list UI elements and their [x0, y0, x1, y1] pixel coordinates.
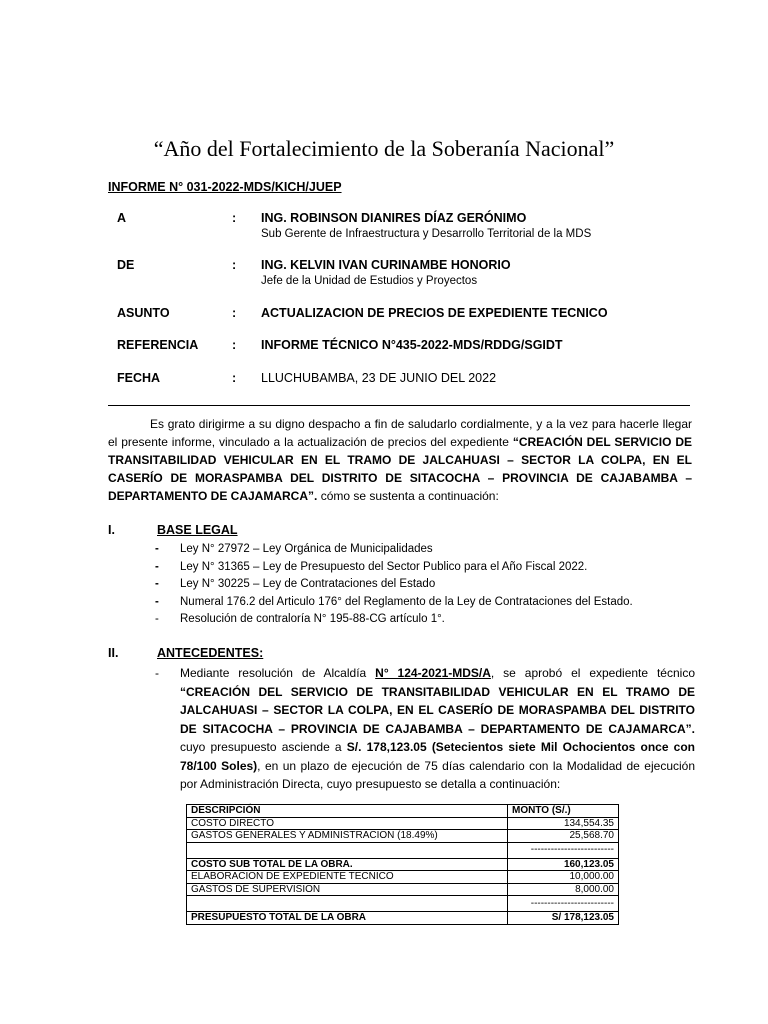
recipient-role: Sub Gerente de Infraestructura y Desarrollo Territorial de la MDS [261, 228, 592, 240]
intro-tail: cómo se sustenta a continuación: [320, 489, 499, 503]
table-row: PRESUPUESTO TOTAL DE LA OBRA S/ 178,123.05 [187, 912, 619, 925]
background-project-name: “CREACIÓN DEL SERVICIO DE TRANSITABILIDAD VEHICULAR EN EL TRAMO DE JALCAHUASI – SECTOR LA COLPA, EN EL CASERÍO DE MORASPAMBA DEL DISTRITO DE SITACOCHA – PROVINCIA DE CAJABAMBA – DEPARTAMENTO DE CAJAMARCA”. [180, 684, 695, 736]
header-divider [108, 405, 690, 406]
header-to-label: A [117, 211, 127, 225]
table-row: GASTOS DE SUPERVISION 8,000.00 [187, 883, 619, 896]
intro-paragraph [108, 415, 692, 505]
list-item: - Ley N° 31365 – Ley de Presupuesto del Sector Publico para el Año Fiscal 2022. [155, 560, 588, 573]
header-subject-label: ASUNTO [117, 306, 170, 320]
table-row: COSTO DIRECTO 134,554.35 [187, 817, 619, 830]
table-header-row [187, 805, 619, 818]
subject-value: ACTUALIZACION DE PRECIOS DE EXPEDIENTE TECNICO [261, 306, 608, 320]
list-item: - Resolución de contraloría N° 195-88-CG artículo 1°. [155, 613, 445, 625]
table-row: COSTO SUB TOTAL DE LA OBRA. 160,123.05 [187, 858, 619, 871]
list-item: - Ley N° 27972 – Ley Orgánica de Municipalidades [155, 543, 433, 555]
header-reference-label: REFERENCIA [117, 338, 199, 352]
section-1-title: BASE LEGAL [157, 523, 238, 537]
reference-value: INFORME TÉCNICO N°435-2022-MDS/RDDG/SGIDT [261, 338, 563, 352]
column-header-description: DESCRIPCIÓN [187, 805, 508, 818]
report-number: INFORME N° 031-2022-MDS/KICH/JUEP [108, 180, 342, 194]
header-to-value [261, 211, 591, 240]
sender-role: Jefe de la Unidad de Estudios y Proyectos [261, 275, 478, 287]
table-row: ------------------------- [187, 842, 619, 858]
section-2-title: ANTECEDENTES: [157, 646, 264, 660]
budget-amount: S/. 178,123.05 (Setecientos siete Mil Ochocientos once con 78/100 Soles) [180, 740, 696, 773]
intro-lead: Es grato dirigirme a su digno despacho a fin de saludarlo cordialmente, y a la vez para hacerle llegar el presente informe, vinculado a la actualización de precios del expediente [108, 417, 692, 449]
sender-name: ING. KELVIN IVAN CURINAMBE HONORIO [261, 258, 511, 272]
legal-basis-list [155, 541, 633, 629]
header-subject-colon: : [232, 306, 237, 320]
table-row: ELABORACION DE EXPEDIENTE TECNICO 10,000.00 [187, 871, 619, 884]
header-from-value [261, 258, 511, 287]
table-row: GASTOS GENERALES Y ADMINISTRACION (18.49%) 25,568.70 [187, 830, 619, 843]
section-1-number: I. [108, 523, 115, 537]
header-date-colon: : [232, 371, 237, 385]
header-to-colon: : [232, 211, 237, 225]
budget-table [186, 804, 619, 925]
column-header-amount: MONTO (S/.) [508, 805, 619, 818]
header-date-label: FECHA [117, 371, 161, 385]
section-2-number: II. [108, 646, 119, 660]
recipient-name: ING. ROBINSON DIANIRES DÍAZ GERÓNIMO [261, 211, 527, 225]
year-motto: “Año del Fortalecimiento de la Soberanía Nacional” [153, 136, 615, 161]
intro-project-name: “CREACIÓN DEL SERVICIO DE TRANSITABILIDAD VEHICULAR EN EL TRAMO DE JALCAHUASI – SECTOR LA COLPA, EN EL CASERÍO DE MORASPAMBA DEL DISTRITO DE SITACOCHA – PROVINCIA DE CAJABAMBA – DEPARTAMENTO DE CAJAMARCA”. [108, 435, 693, 503]
background-dash: - [155, 666, 159, 680]
header-from-label: DE [117, 258, 135, 272]
header-from-colon: : [232, 258, 237, 272]
date-value: LLUCHUBAMBA, 23 DE JUNIO DEL 2022 [261, 371, 497, 385]
header-reference-colon: : [232, 338, 237, 352]
list-item: - Numeral 176.2 del Articulo 176° del Reglamento de la Ley de Contrataciones del Estado. [155, 595, 633, 608]
table-row: ------------------------- [187, 896, 619, 912]
resolution-number: N° 124-2021-MDS/A [375, 666, 491, 680]
background-paragraph: - Mediante resolución de Alcaldía N° 124-2021-MDS/A, se aprobó el expediente técnico “CREACIÓN DEL SERVICIO DE TRANSITABILIDAD VEHICULAR EN EL TRAMO DE JALCAHUASI – SECTOR LA COLPA, EN EL CASERÍO DE MORASPAMBA DEL DISTRITO DE SITACOCHA – PROVINCIA DE CAJABAMBA – DEPARTAMENTO DE CAJAMARCA”. cuyo presupuesto asciende a S/. 178,123.05 (Setecientos siete Mil Ochocientos once con 78/100 Soles), en un plazo de ejecución de 75 días calendario con la Modalidad de ejecución por Administración Directa, cuyo presupuesto se detalla a continuación: [155, 666, 696, 791]
list-item: - Ley N° 30225 – Ley de Contrataciones del Estado [155, 578, 436, 590]
